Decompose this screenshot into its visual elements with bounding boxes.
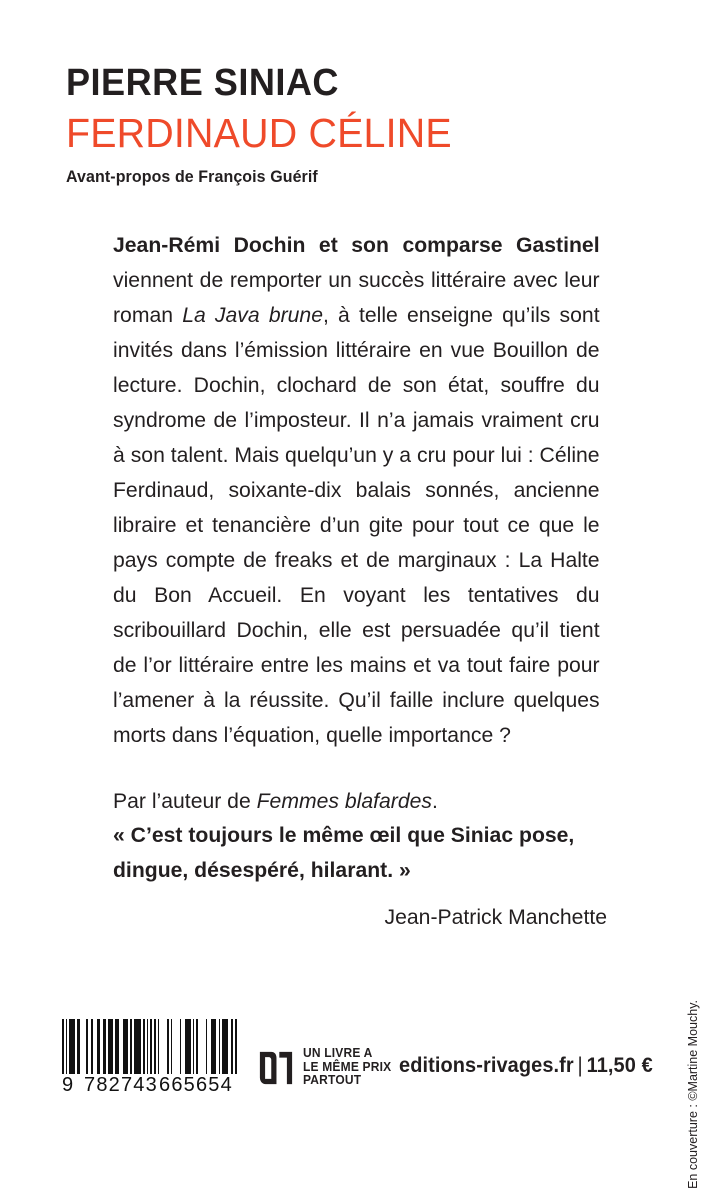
pullquote-text: « C’est toujours le même œil que Siniac pose, dingue, désespéré, hilarant. » [113, 823, 575, 882]
price-value: 11,50 € [586, 1054, 653, 1077]
pullquote-attribution: Jean-Patrick Manchette [384, 905, 607, 929]
logo-line-1: UN LIVRE A [303, 1046, 373, 1061]
blurb-lead-in: Jean-Rémi Dochin et son comparse Gastinel [113, 233, 600, 257]
logo-text-lines [303, 1047, 391, 1088]
byline-italic-title: Femmes blafardes [256, 789, 433, 813]
blurb-section [113, 228, 607, 819]
barcode-right-digits: 665654 [159, 1074, 233, 1096]
logo-line-2: LE MÊME PRIX [303, 1059, 392, 1074]
blurb-byline [113, 784, 600, 819]
blurb-paragraph [113, 228, 600, 753]
publisher-and-price [399, 1054, 653, 1078]
cover-credit-wrapper [686, 770, 720, 1189]
same-price-everywhere-logo [258, 1047, 395, 1088]
barcode-left-digits: 782743 [84, 1074, 158, 1096]
byline-suffix: . [432, 789, 438, 813]
blurb-italic-title-1: La Java brune [182, 303, 323, 327]
blurb-part-2: , à telle enseigne qu’ils sont invités dans l’émission littéraire en vue Bouillon de lecture. Dochin, clochard de son état, souffre du syndrome de l’imposteur. Il n’a jamais vraiment cru à son talent. Mais quelqu’un y a cru pour lui : Céline Ferdinaud, soixante-dix balais sonnés, ancienne libraire et tenancière d’un gite pour tout ce que le pays compte de freaks et de marginaux : La Halte du Bon Accueil. En voyant les tentatives du scribouillard Dochin, elle est persuadée qu’il tient de l’or littéraire entre les mains et va tout faire pour l’amener à la réussite. Qu’il faille inclure quelques morts dans l’équation, quelle importance ? [113, 303, 600, 747]
barcode-lead-digit: 9 [62, 1074, 75, 1096]
open-book-icon [258, 1048, 294, 1088]
cover-footer [0, 972, 720, 1189]
byline-prefix: Par l’auteur de [113, 789, 257, 813]
blurb-part-1: viennent de remporter un succès littéraire avec leur roman [113, 268, 600, 327]
foreword-credit: Avant-propos de François Guérif [66, 167, 318, 187]
logo-line-3: PARTOUT [303, 1073, 362, 1088]
isbn-barcode [62, 1019, 237, 1096]
barcode-digits [62, 1074, 237, 1096]
imprint-separator: | [577, 1054, 583, 1077]
pullquote-section [113, 818, 607, 932]
publisher-url[interactable]: editions-rivages.fr [399, 1054, 574, 1077]
author-name: PIERRE SINIAC [66, 62, 339, 104]
cover-photo-credit: En couverture : ©Martine Mouchy. [686, 1000, 700, 1189]
cover-header [66, 64, 626, 187]
book-title: FERDINAUD CÉLINE [66, 110, 452, 156]
